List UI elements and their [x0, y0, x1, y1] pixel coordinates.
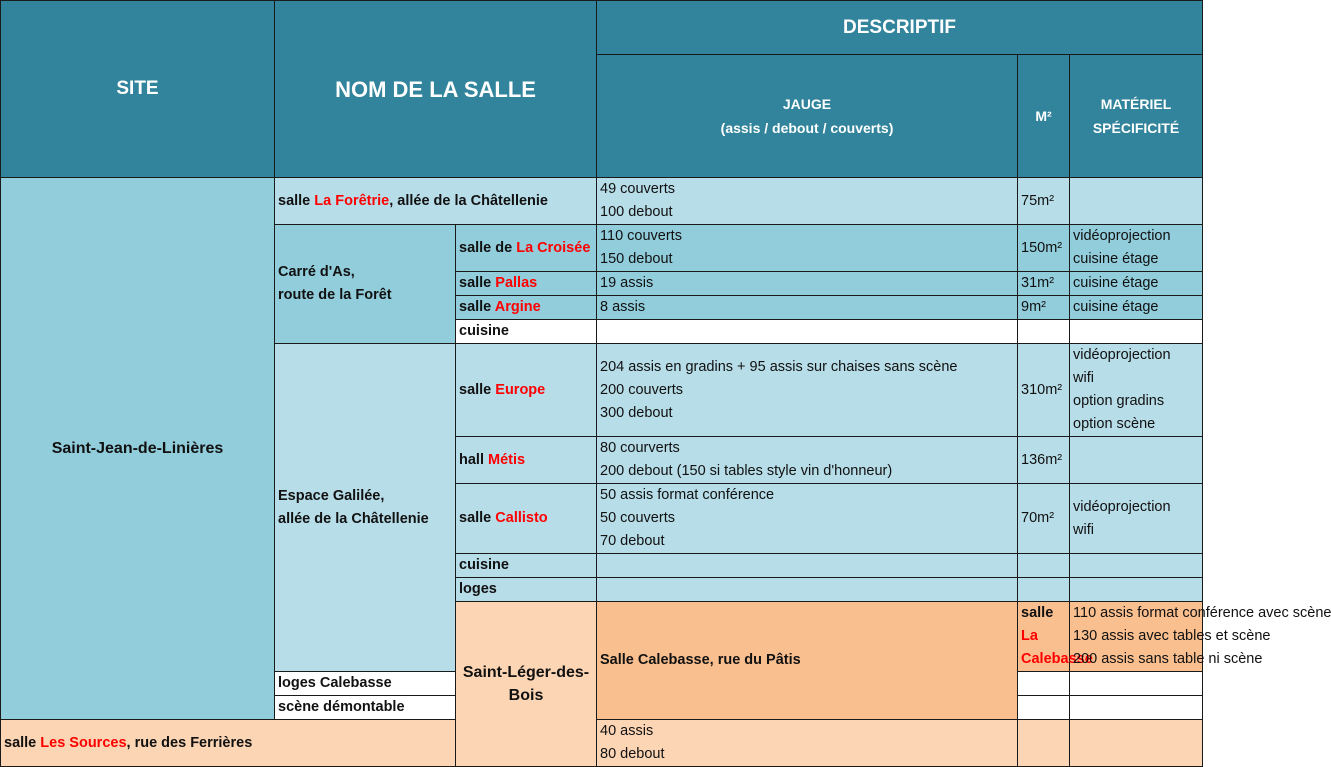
materiel-argine: cuisine étage: [1070, 296, 1203, 320]
jauge-pallas: 19 assis: [597, 272, 1018, 296]
salle-metis: hall Métis: [456, 437, 597, 484]
salle-galilee-loges: loges: [456, 578, 597, 602]
header-jauge: JAUGE (assis / debout / couverts): [597, 55, 1018, 178]
m2-la-croisee: 150m²: [1018, 225, 1070, 272]
m2-europe: 310m²: [1018, 344, 1070, 437]
jauge-metis: 80 courverts 200 debout (150 si tables style vin d'honneur): [597, 437, 1018, 484]
salle-loges-calebasse: loges Calebasse: [275, 672, 456, 696]
materiel-pallas: cuisine étage: [1070, 272, 1203, 296]
jauge-les-sources: 40 assis 80 debout: [597, 720, 1018, 767]
materiel-foretrie: [1070, 178, 1203, 225]
lieu-espace-galilee: Espace Galilée, allée de la Châtellenie: [275, 344, 456, 672]
salle-galilee-cuisine: cuisine: [456, 554, 597, 578]
salle-les-sources: salle Les Sources, rue des Ferrières: [1, 720, 456, 767]
lieu-salle-calebasse: Salle Calebasse, rue du Pâtis: [597, 602, 1018, 720]
materiel-metis: [1070, 437, 1203, 484]
m2-callisto: 70m²: [1018, 484, 1070, 554]
lieu-carre-das: Carré d'As, route de la Forêt: [275, 225, 456, 344]
header-descriptif: DESCRIPTIF: [597, 1, 1203, 55]
salle-la-croisee: salle de La Croisée: [456, 225, 597, 272]
jauge-la-croisee: 110 couverts 150 debout: [597, 225, 1018, 272]
header-nom-salle: NOM DE LA SALLE: [275, 1, 597, 178]
m2-pallas: 31m²: [1018, 272, 1070, 296]
salle-carre-cuisine: cuisine: [456, 320, 597, 344]
site-saint-jean-de-linieres: Saint-Jean-de-Linières: [1, 178, 275, 720]
header-site: SITE: [1, 1, 275, 178]
m2-foretrie: 75m²: [1018, 178, 1070, 225]
site-saint-leger-des-bois: Saint-Léger-des-Bois: [456, 602, 597, 767]
header-materiel: MATÉRIEL SPÉCIFICITÉ: [1070, 55, 1203, 178]
m2-les-sources: [1018, 720, 1070, 767]
jauge-foretrie: 49 couverts 100 debout: [597, 178, 1018, 225]
materiel-la-croisee: vidéoprojection cuisine étage: [1070, 225, 1203, 272]
salle-scene-demontable: scène démontable: [275, 696, 456, 720]
salle-pallas: salle Pallas: [456, 272, 597, 296]
salle-la-calebasse: salle La Calebasse: [1018, 602, 1070, 672]
salle-argine: salle Argine: [456, 296, 597, 320]
salle-europe: salle Europe: [456, 344, 597, 437]
salle-foretrie: salle La Forêtrie, allée de la Châtellenie: [275, 178, 597, 225]
jauge-europe: 204 assis en gradins + 95 assis sur chaises sans scène 200 couverts 300 debout: [597, 344, 1018, 437]
salle-callisto: salle Callisto: [456, 484, 597, 554]
m2-argine: 9m²: [1018, 296, 1070, 320]
header-m2: M²: [1018, 55, 1070, 178]
materiel-europe: vidéoprojection wifi option gradins option scène: [1070, 344, 1203, 437]
materiel-les-sources: [1070, 720, 1203, 767]
m2-metis: 136m²: [1018, 437, 1070, 484]
jauge-la-calebasse: 110 assis format conférence avec scène 130 assis avec tables et scène 200 assis sans table ni scène: [1070, 602, 1203, 672]
jauge-argine: 8 assis: [597, 296, 1018, 320]
materiel-callisto: vidéoprojection wifi: [1070, 484, 1203, 554]
jauge-callisto: 50 assis format conférence 50 couverts 70 debout: [597, 484, 1018, 554]
